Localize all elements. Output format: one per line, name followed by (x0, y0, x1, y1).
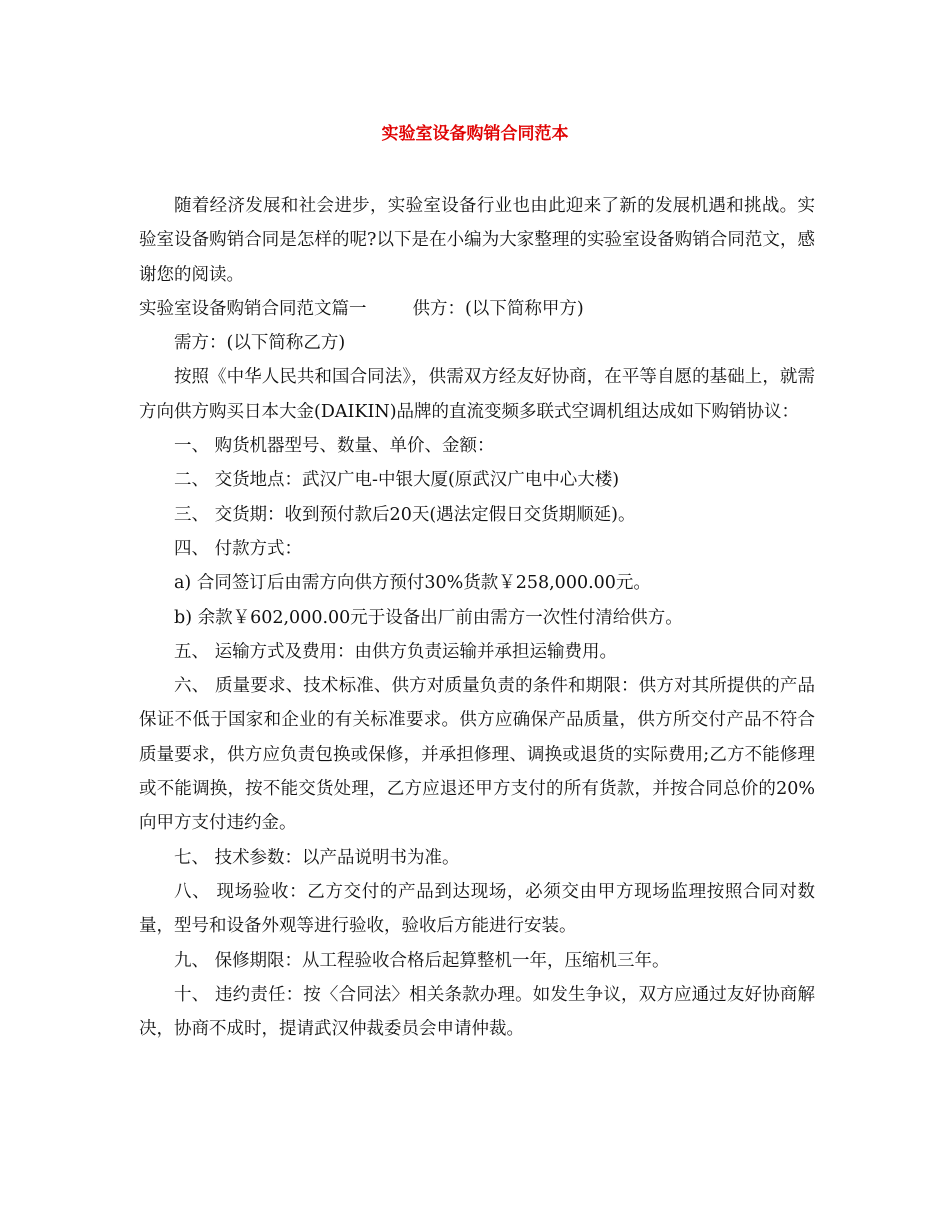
document-body (139, 189, 815, 1046)
clause-10: 十、 违约责任：按〈合同法〉相关条款办理。如发生争议，双方应通过友好协商解决，协商不成时，提请武汉仲裁委员会申请仲裁。 (139, 984, 815, 1040)
clause-4b: b) 余款￥602,000.00元于设备出厂前由需方一次性付清给供方。 (174, 607, 683, 628)
document-title: 实验室设备购销合同范本 (381, 124, 569, 144)
clause-7: 七、 技术参数：以产品说明书为准。 (174, 847, 460, 868)
supplier-line: 供方：(以下简称甲方) (412, 298, 584, 319)
clause-3: 三、 交货期：收到预付款后20天(遇法定假日交货期顺延)。 (174, 504, 636, 525)
clause-5: 五、 运输方式及费用：由供方负责运输并承担运输费用。 (174, 641, 618, 662)
buyer-line: 需方：(以下简称乙方) (174, 333, 346, 354)
clause-9: 九、 保修期限：从工程验收合格后起算整机一年，压缩机三年。 (174, 950, 670, 971)
clause-2: 二、 交货地点：武汉广电-中银大厦(原武汉广电中心大楼) (174, 470, 620, 491)
clause-6: 六、 质量要求、技术标准、供方对质量负责的条件和期限：供方对其所提供的产品保证不低于国家和企业的有关标准要求。供方应确保产品质量，供方所交付产品不符合质量要求，供方应负责包换或保修，并承担修理、调换或退货的实际费用;乙方不能修理或不能调换，按不能交货处理，乙方应退还甲方支付的所有货款，并按合同总价的20%向甲方支付违约金。 (139, 676, 815, 834)
section-heading-line (139, 292, 815, 326)
clause-4: 四、 付款方式： (174, 538, 303, 559)
intro-paragraph: 随着经济发展和社会进步，实验室设备行业也由此迎来了新的发展机遇和挑战。实验室设备购销合同是怎样的呢?以下是在小编为大家整理的实验室设备购销合同范文，感谢您的阅读。 (139, 196, 815, 285)
clause-1: 一、 购货机器型号、数量、单价、金额： (174, 436, 495, 457)
clause-4a: a) 合同签订后由需方向供方预付30%货款￥258,000.00元。 (174, 573, 651, 594)
section-heading: 实验室设备购销合同范文篇一 (139, 298, 367, 319)
preamble-paragraph: 按照《中华人民共和国合同法》，供需双方经友好协商，在平等自愿的基础上，就需方向供方购买日本大金(DAIKIN)品牌的直流变频多联式空调机组达成如下购销协议： (139, 367, 815, 422)
clause-8: 八、 现场验收：乙方交付的产品到达现场，必须交由甲方现场监理按照合同对数量，型号和设备外观等进行验收，验收后方能进行安装。 (139, 881, 815, 937)
